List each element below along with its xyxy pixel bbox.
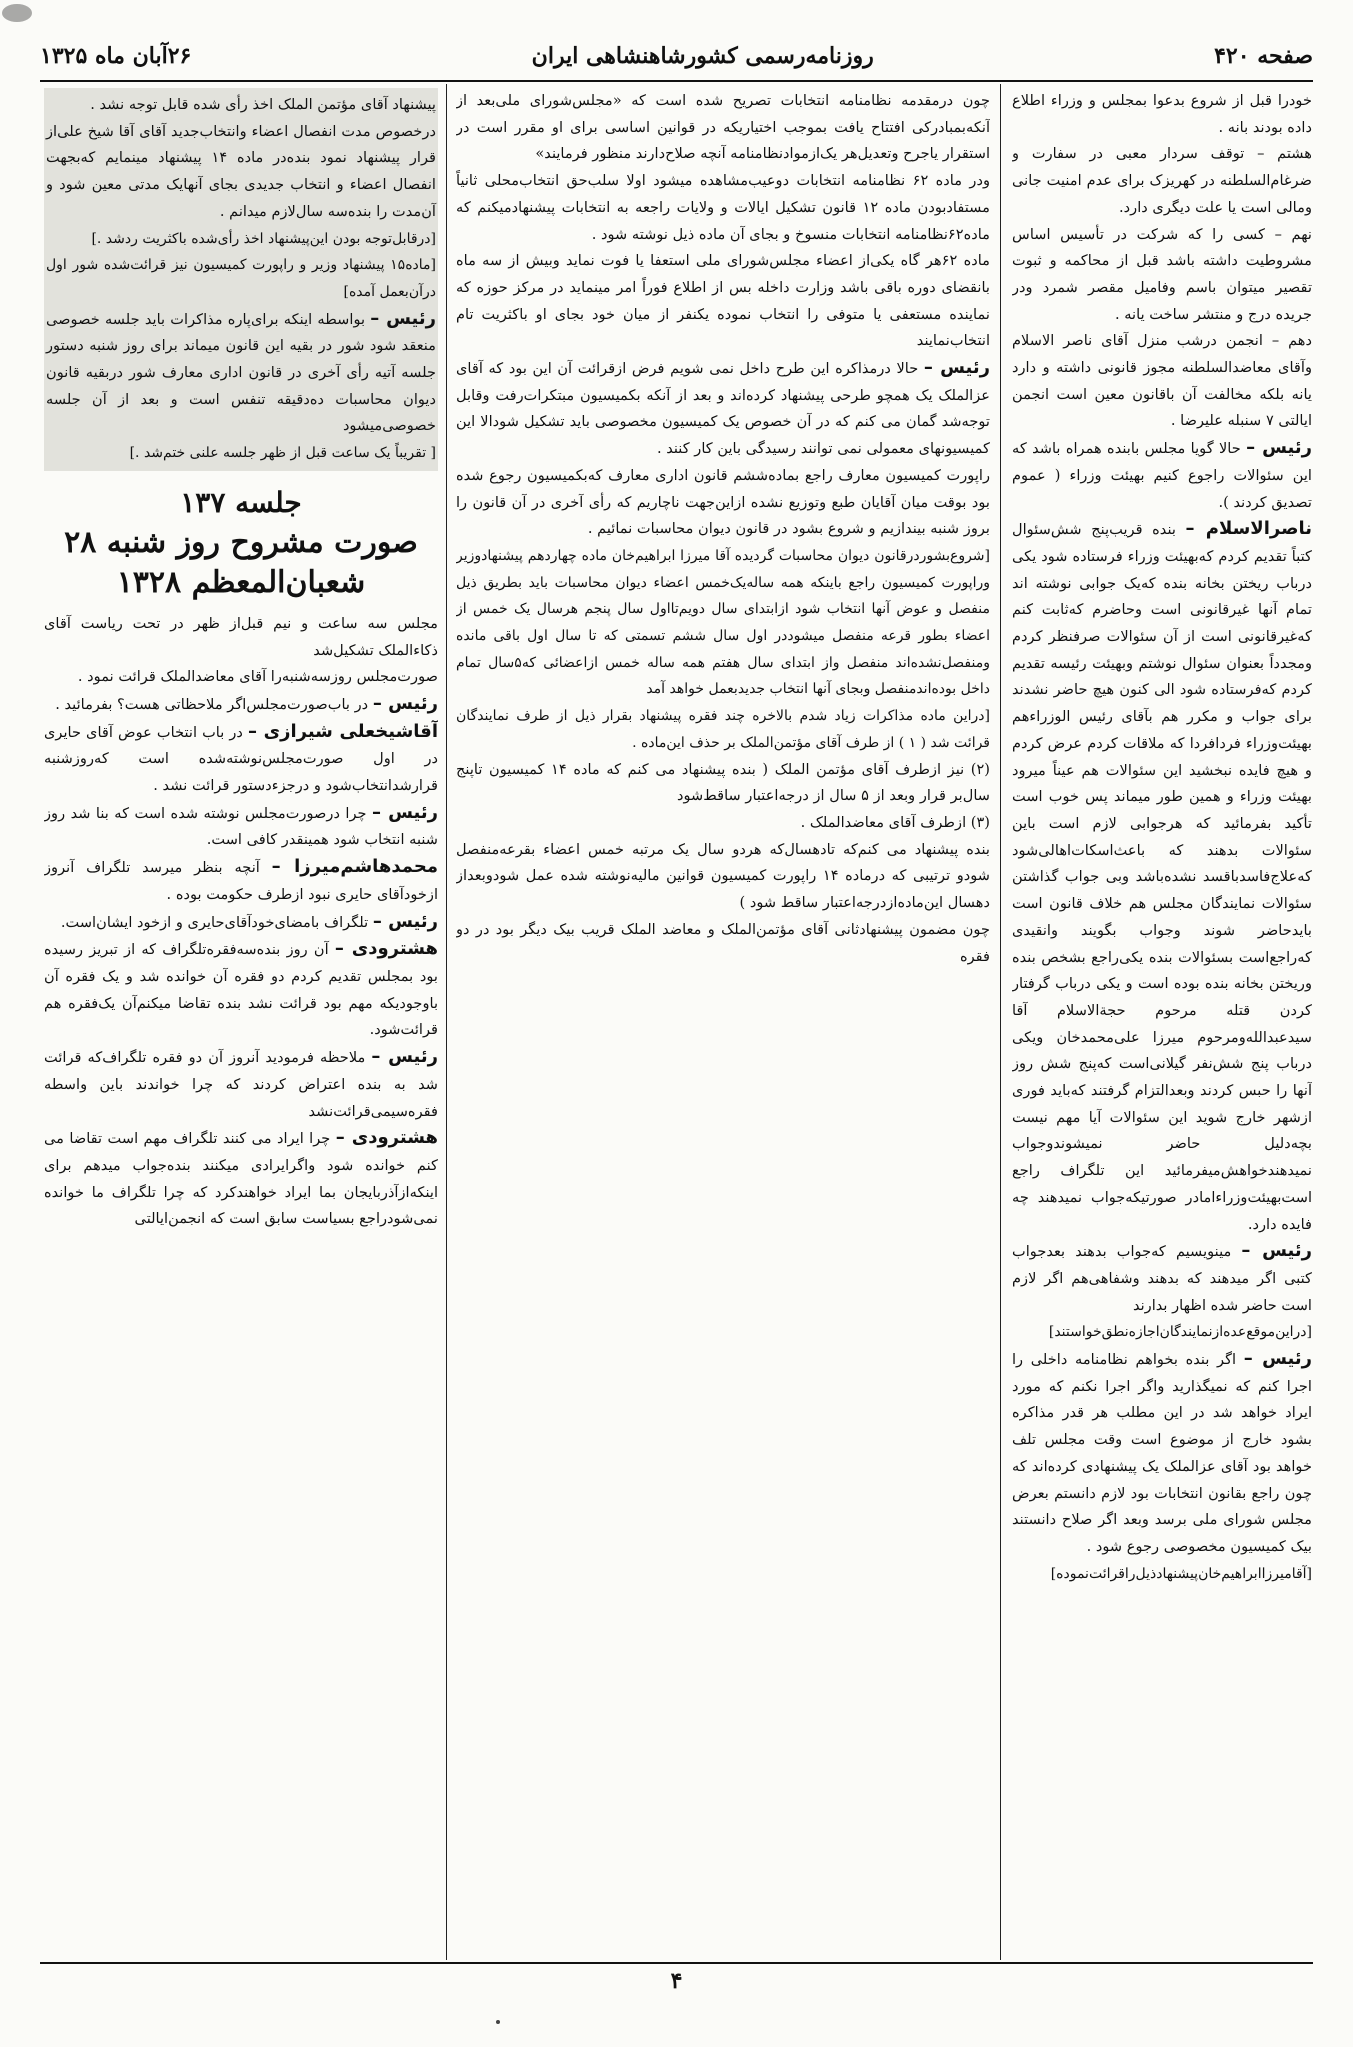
speaker-name: رئیس –	[372, 692, 438, 714]
paragraph: چون مضمون پیشنهادثانی آقای مؤتمن‌الملک و معاضد الملک قریب بیک دیگر بود در دو فقره	[456, 920, 990, 965]
speaker-name: رئیس –	[1243, 1348, 1312, 1370]
paragraph: چون درمقدمه نظامنامه انتخابات تصریح شده است که «مجلس‌شورای ملی‌بعد از آنکه‌بمبادرکی افتتاح یافت بموجب اختیاریکه در قوانین اساسی برای او مقرر است در استقرار یاجرح وتعدیل‌هر یک‌ازموادنظامنامه آنچه صلاح‌دارند منظور فرمایند»	[456, 92, 990, 163]
bracket-note: [ماده۱۵ پیشنهاد وزیر و راپورت کمیسیون نیز قرائت‌شده شور اول درآن‌بعمل آمده]	[46, 257, 436, 300]
speaker-paragraph	[44, 800, 438, 854]
paragraph: راپورت کمیسیون معارف راجع بماده‌ششم قانون اداری معارف که‌بکمیسیون رجوع شده بود بوقت میان آقایان طبع وتوزیع نشده ازاین‌جهت ناچاریم که رأی آخری در آن قانون را بروز شنبه بیندازیم و شروع بشود در قانون دیوان محاسبات نمائیم .	[456, 466, 990, 538]
speaker-paragraph	[1012, 435, 1312, 516]
speaker-name: رئیس –	[372, 801, 438, 823]
paragraph: پیشنهاد آقای مؤتمن الملک اخذ رأی شده قابل توجه نشد .	[90, 96, 436, 113]
speaker-paragraph	[456, 355, 990, 463]
paragraph: صورت‌مجلس روزسه‌شنبه‌را آقای معاضدالملک قرائت نمود .	[77, 668, 438, 686]
bracket-note: [درقابل‌توجه بودن این‌پیشنهاد اخذ رأی‌شده باکثریت ردشد .]	[91, 230, 436, 247]
paragraph: مجلس سه ساعت و نیم قبل‌از ظهر در تحت ریاست آقای ذکاءالملک تشکیل‌شد	[44, 614, 438, 659]
page-number: صفحه ۴۲۰	[1214, 43, 1313, 69]
header-rule	[40, 80, 1313, 82]
speech-text: آنچه بنظر میرسد تلگراف آنروز ازخودآقای حایری نبود ازطرف حکومت بوده .	[44, 859, 438, 903]
session-number: جلسه ۱۳۷	[180, 485, 302, 519]
column-1	[1012, 88, 1312, 1954]
bracket-note: [ تقریباً یک ساعت قبل از ظهر جلسه علنی ختم‌شد .]	[129, 445, 436, 462]
issue-date: ۲۶آبان ماه ۱۳۲۵	[40, 43, 192, 69]
speaker-name: رئیس –	[372, 910, 438, 932]
speaker-paragraph	[44, 1044, 438, 1125]
speech-text: تلگراف بامضای‌خودآقای‌حایری و ازخود ایشان‌است.	[60, 913, 373, 931]
paragraph: ماده ۶۲هر گاه یکی‌از اعضاء مجلس‌شورای ملی استعفا یا فوت نماید وبیش از سه ماه بانقضای دوره باقی باشد وزارت داخله بس از اطلاع فوراً امر مینماید در مرکز حوزه که نماینده مستعفی یا متوفی را انتخاب نموده یکنفر از میان خود بجای او باکثریت تام انتخاب‌نمایند	[456, 252, 990, 350]
session-date: شعبان‌المعظم ۱۳۲۸	[116, 564, 366, 600]
speaker-name: رئیس –	[371, 1046, 438, 1068]
speech-text: ملاحظه فرمودید آنروز آن دو فقره تلگراف‌که قرائت شد به بنده اعتراض کردند که چرا خواندند باین واسطه فقره‌سیمی‌قرائت‌نشد	[44, 1049, 438, 1120]
speech-text: آن روز بنده‌سه‌فقره‌تلگراف که از تبریز رسیده بود بمجلس تقدیم کردم دو فقره آن خوانده شد و یک فقره آن باوجودیکه مهم بود قرائت نشد بنده تقاضا میکنم‌آن یک‌فقره هم قرائت‌شود.	[44, 941, 438, 1039]
speaker-paragraph	[44, 854, 438, 908]
session-body	[44, 611, 438, 1233]
speech-text: مینویسیم که‌جواب بدهند بعدجواب کتبی اگر میدهند که بدهند وشفاهی‌هم اگر لازم است حاضر شده اظهار بدارند	[1012, 1243, 1312, 1314]
session-heading	[44, 483, 438, 603]
speaker-name: رئیس –	[1246, 437, 1312, 459]
speaker-name: رئیس –	[1241, 1240, 1312, 1262]
speaker-name: ناصرالاسلام –	[1185, 518, 1312, 540]
speech-text: بنده قریب‌پنج شش‌سئوال کتباً تقدیم کردم که‌بهیئت وزراء فرستاده شود یکی درباب ریختن بخانه بنده که‌یک جوابی نوشته اند تمام آنها غیرقانونی است وحاضرم که‌ثابت کنم که‌غیرقانونی است از آن سئوالات صرفنظر کردم ومجدداً بعنوان سئوال نوشتم وبهیئت رئیسه تقدیم کردم که‌فرستاده شود الی کنون هیچ حاضر نشدند برای جواب و مکرر هم بآقای رئیس الوزراءهم بهیئت‌وزراء فردافردا که ملاقات کردم عرض کردم و هیچ فایده نبخشید این سئوالات هم عیناً میرود بهیئت وزراء و همین طور میماند پس خوب است تأکید بفرمائید که هرجوابی لازم است باین سئوالات بدهند که باعث‌اسکات‌اهالی‌شود که‌علاج‌فاسد‌باقسد نشده‌باشد وبی جواب گذاشتن سئوالات نمایندگان مجلس هم خلاف قانون است بایدحاضر شوند وجواب بگویند وانقیدی که‌راجع‌است بسئوالات بنده یکی‌راجع بشخص بنده وریختن بخانه بنده بوده است و یکی درباب گرفتار کردن قتله مرحوم حجةالاسلام آقا سیدعبدالله‌ومرحوم میرزا علی‌محمدخان ویکی درباب پنج شش‌نفر گیلانی‌است که‌پنج شش روز آنها را حبس کردند وبعدالتزام گرفتند که‌باید فوری ازشهر خارج شوید این سئوالات آیا مهم نیست بچه‌دلیل حاضر نمیشوندوجواب نمیدهندخواهش‌میفرمائید این تلگراف راجع است‌بهیئت‌وزراءامادر صورتیکه‌جواب نمیدهند چه فایده دارد.	[1012, 521, 1312, 1233]
column-divider	[446, 84, 447, 1960]
scan-mark	[2, 4, 32, 22]
footer-rule	[40, 1962, 1313, 1964]
speaker-paragraph	[44, 909, 438, 937]
bracket-note: [آقامیرزاابراهیم‌خان‌پیشنهادذیل‌راقرائت‌نموده]	[1050, 1565, 1312, 1582]
scan-mark	[496, 2020, 500, 2024]
speaker-paragraph	[46, 306, 436, 441]
column-3	[44, 88, 438, 1954]
newspaper-title: روزنامه‌رسمی کشورشاهنشاهی ایران	[531, 43, 874, 69]
speaker-paragraph	[44, 719, 438, 800]
column-2	[456, 88, 990, 1954]
speaker-paragraph	[44, 1125, 438, 1233]
speech-text: اگر بنده بخواهم نظامنامه داخلی را اجرا کنم که نمیگذارید واگر اجرا نکنم که مورد ایراد خواهد شد در این مطلب هر قدر مذاکره بشود خارج از موضوع است وقت مجلس تلف خواهد بود آقای عزالملک یک پیشنهادی کرده‌اند که چون راجع بقانون انتخابات بود لازم دانستم بعرض مجلس شورای ملی برسد وبعد اگر صلاح دانستند بیک کمیسیون مخصوصی رجوع شود .	[1012, 1351, 1312, 1555]
speaker-name: هشترودی –	[335, 1127, 438, 1149]
bracket-note: [شروع‌بشوردرقانون دیوان محاسبات گردیده آقا میرزا ابراهیم‌خان ماده چهاردهم پیشنهادوزیر وراپورت کمیسیون راجع باینکه همه ساله‌یک‌خمس اعضاء دیوان محاسبات باید بطریق ذیل منفصل و عوض آنها انتخاب شود ازابتدای سال دویم‌تااول سال پنجم هرسال یک خمس از اعضاء بطور قرعه منفصل میشوددر اول سال ششم تسمتی که تا سال اول باقی مانده ومنفصل‌نشده‌اند منفصل واز ابتدای سال هفتم همه ساله خمس ازاعضائی که۵سال تمام داخل بوده‌اندمنفصل وبجای آنها انتخاب جدیدبعمل خواهد آمد	[456, 547, 990, 698]
speech-text: چرا ایراد می کنند تلگراف مهم است تقاضا می کنم خوانده شود واگرایرادی میکنند بنده‌جواب میدهم برای اینکه‌ازآذربایجان بما ایراد خواهند‌کرد که چرا تلگراف ما خوانده نمی‌شودراجع بسیاست سابق است که انجمن‌ایالتی	[44, 1130, 438, 1228]
speech-text: در باب انتخاب عوض آقای حایری در اول صورت‌مجلس‌نوشته‌شده است که‌روزشنبه قرارشد‌انتخاب‌شود و درجزءدستور قرائت نشد .	[44, 723, 438, 795]
paragraph: نهم – کسی را که شرکت در تأسیس اساس مشروطیت داشته باشد قبل از محاکمه و ثبوت تقصیر میتوان باسم وفامیل مقصر شمرد ودر جریده درج و منتشر ساخت یانه .	[1012, 225, 1312, 323]
paragraph: خودرا قبل از شروع بدعوا بمجلس و وزراء اطلاع داده بودند بانه .	[1012, 92, 1312, 136]
speaker-paragraph	[44, 936, 438, 1044]
speaker-name: هشترودی –	[334, 938, 438, 960]
column-divider	[1000, 84, 1001, 1960]
shaded-block	[44, 88, 438, 471]
speaker-paragraph	[1012, 1346, 1312, 1561]
speaker-name: رئیس –	[370, 307, 436, 329]
speaker-paragraph	[1012, 516, 1312, 1238]
speaker-name: محمدهاشم‌میرزا –	[271, 856, 438, 878]
speech-text: چرا درصورت‌مجلس نوشته شده است که بنا شد روز شنبه انتخاب شود همینقدر کافی است.	[44, 804, 438, 849]
speech-text: در باب‌صورت‌مجلس‌اگر ملاحظاتی هست؟ بفرمائید .	[55, 695, 373, 713]
speech-text: حالا گویا مجلس بابنده همراه باشد که این سئوالات راجوع کنیم بهیئت وزراء ( عموم تصدیق کردند ).	[1012, 440, 1312, 511]
page-header	[40, 38, 1313, 74]
paragraph: دهم – انجمن درشب منزل آقای ناصر الاسلام وآقای معاضدالسلطنه مجوز قانونی داشته و دارد یانه بلکه مخالفت آن باقانون معین است انجمن ایالتی ۷ سنبله علیرضا .	[1012, 332, 1312, 430]
bracket-note: [دراین‌موقع‌عده‌ازنمایندگان‌اجازه‌نطق‌خواستند]	[1048, 1324, 1312, 1341]
speech-text: حالا درمذاکره این طرح داخل نمی شویم فرض ازقرائت آن این بود که آقای عزالملک یک همچو طرحی پیشنهاد کرده‌اند و بعد از آنکه بکمیسیون مبتکرات‌رفت وقابل توجه‌شد گمان می کنم که در آن خصوص یک کمیسیون مخصوصی باید تشکیل شود‌الا این کمیسیونهای معمولی نمی توانند رسیدگی باین کار کنند .	[456, 360, 990, 458]
speaker-paragraph	[1012, 1238, 1312, 1319]
speech-text: بواسطه اینکه برای‌پاره مذاکرات باید جلسه خصوصی منعقد شود شور در بقیه این قانون میماند برای روز شنبه دستور جلسه آتیه رأی آخری در قانون اداری معارف شور دربقیه قانون دیوان محاسبات ده‌دقیقه تنفس است و بعد از آن جلسه خصوصی‌میشود	[46, 310, 436, 435]
paragraph: هشتم – توقف سردار معبی در سفارت و ضرغام‌السلطنه در کهریزک بر‌ای عدم امنیت جانی ومالی است یا علت دیگری دارد.	[1012, 145, 1312, 216]
paragraph: (۳) ازطرف آقای معاضدالملک .	[800, 813, 990, 831]
speaker-paragraph	[44, 691, 438, 719]
page-footer-number: ۴	[670, 1968, 683, 1994]
paragraph: ودر ماده ۶۲ نظامنامه انتخابات دوعیب‌مشاهده میشود اولا سلب‌حق انتخاب‌محلی ثانیاً مستفادبودن ماده ۱۲ قانون تشکیل ایالات و ولایات راجعه به انتخابات پیشنهادمیکنم که ماده۶۲نظامنامه انتخابات منسوخ و بجای آن ماده ذیل نوشته شود .	[456, 172, 990, 243]
speaker-name: رئیس –	[923, 357, 990, 379]
session-title: صورت مشروح روز شنبه ۲۸	[64, 524, 418, 560]
paragraph: درخصوص مدت انفصال اعضاء وانتخاب‌جدید آقای آقا شیخ علی‌از قرار پیشنهاد نمود بنده‌در ماده ۱۴ پیشنهاد مینمایم که‌بجهت انفصال اعضاء و انتخاب جدیدی بجای آنهایک مدتی معین شود و آن‌مدت را بنده‌سه سال‌لازم میدانم .	[46, 122, 436, 220]
paragraph: (۲) نیز ازطرف آقای مؤتمن الملک ( بنده پیشنهاد می کنم که ماده ۱۴ کمیسیون تاپنج سال‌بر قرار وبعد از ۵ سال از درجه‌اعتبار ساقط‌شود	[456, 760, 990, 805]
paragraph: بنده پیشنهاد می کنم‌که تادهسال‌که هردو سال یک مرتبه خمس اعضاء بقرعه‌منفصل شودو ترتیبی که درماده ۱۴ راپورت کمیسیون قوانین مالیه‌نوشته شده عمل شودوبعداز دهسال این‌ماده‌ازدرجه‌اعتبار ساقط شود )	[456, 840, 990, 912]
bracket-note: [دراین ماده مذاکرات زیاد شدم بالاخره چند فقره پیشنهاد بقرار ذیل از طرف نمایندگان قرائت شد ( ۱ ) از طرف آقای مؤتمن‌الملک بر حذف این‌ماده .	[456, 708, 990, 751]
speaker-name: آقاشیخعلی شیرازی –	[247, 720, 438, 742]
